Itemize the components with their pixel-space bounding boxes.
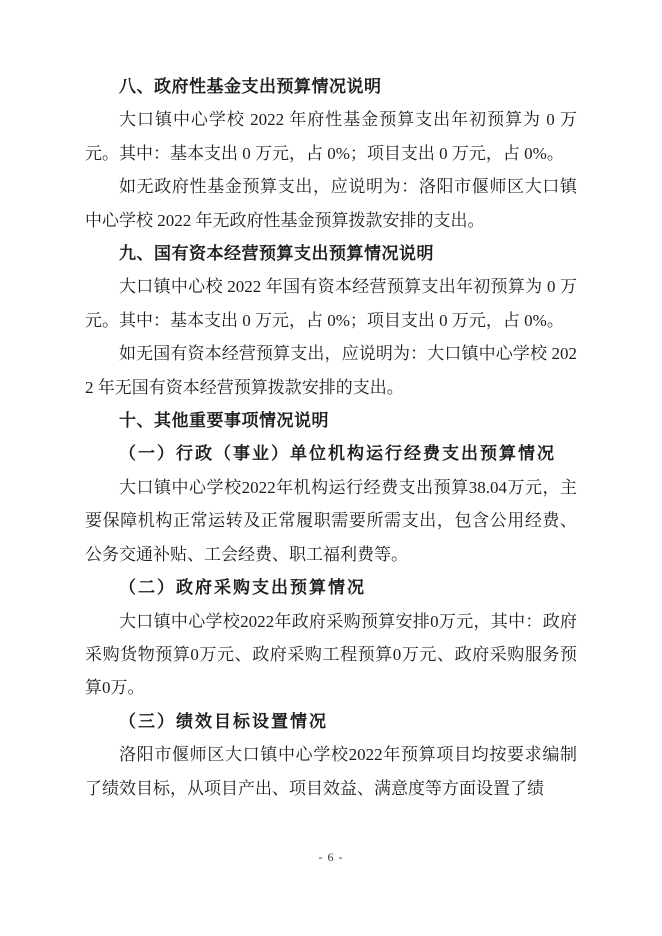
para-gov-fund-no-budget-note: 如无政府性基金预算支出，应说明为：洛阳市偃师区大口镇中心学校 2022 年无政府性基金预算拨款安排的支出。 [85, 177, 577, 230]
page-number: - 6 - [318, 850, 344, 864]
para-operating-cost-details: 大口镇中心学校2022年机构运行经费支出预算38.04万元，主要保障机构正常运转及正常履职需要所需支出，包含公用经费、公务交通补贴、工会经费、职工福利费等。 [85, 477, 577, 564]
document-body [85, 70, 577, 805]
subheading-admin-operating-cost: （一）行政（事业）单位机构运行经费支出预算情况 [119, 444, 556, 464]
heading-state-capital-expenditure: 九、国有资本经营预算支出预算情况说明 [119, 244, 434, 264]
para-state-capital-no-budget-note: 如无国有资本经营预算支出，应说明为：大口镇中心学校 2022 年无国有资本经营预算拨款安排的支出。 [85, 344, 577, 397]
para-state-capital-amounts: 大口镇中心校 2022 年国有资本经营预算支出年初预算为 0 万元。其中：基本支出 0 万元，占 0%；项目支出 0 万元，占 0%。 [85, 277, 577, 330]
heading-gov-fund-expenditure: 八、政府性基金支出预算情况说明 [119, 77, 382, 96]
subheading-performance-targets: （三）绩效目标设置情况 [119, 711, 328, 731]
heading-other-important-items: 十、其他重要事项情况说明 [119, 411, 329, 431]
para-procurement-details: 大口镇中心学校2022年政府采购预算安排0万元，其中：政府采购货物预算0万元、政府采购工程预算0万元、政府采购服务预算0万。 [85, 611, 577, 698]
para-performance-targets-details: 洛阳市偃师区大口镇中心学校2022年预算项目均按要求编制了绩效目标，从项目产出、项目效益、满意度等方面设置了绩 [85, 745, 577, 798]
subheading-gov-procurement: （二）政府采购支出预算情况 [119, 578, 366, 598]
para-gov-fund-budget-amounts: 大口镇中心学校 2022 年府性基金预算支出年初预算为 0 万元。其中：基本支出 0 万元，占 0%；项目支出 0 万元，占 0%。 [85, 110, 577, 163]
